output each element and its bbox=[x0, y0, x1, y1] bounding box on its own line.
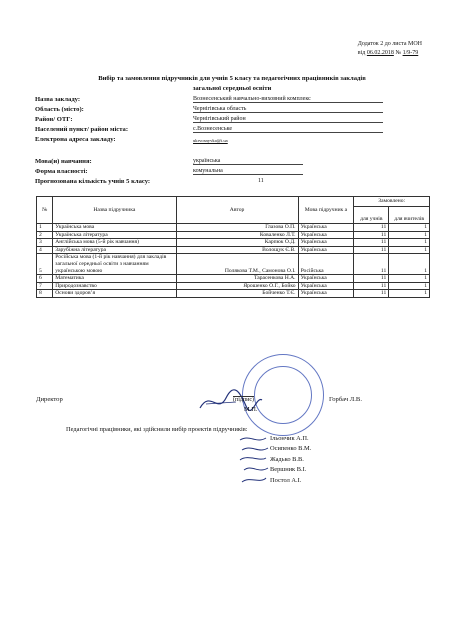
field-label-ownership: Форма власності: bbox=[35, 168, 88, 175]
cell-title: Українська література bbox=[53, 231, 176, 239]
table-row bbox=[37, 275, 430, 283]
director-label: Директор bbox=[36, 396, 63, 403]
field-value-students-count: 11 bbox=[258, 178, 264, 184]
table-row bbox=[37, 246, 430, 254]
title-line1: Вибір та замовлення підручників для учнів 5 класу та педагогічних працівників закладів bbox=[98, 75, 366, 82]
cell-language: Українська bbox=[298, 239, 354, 247]
cell-teachers: 1 bbox=[389, 246, 430, 254]
cell-num: 3 bbox=[37, 239, 53, 247]
field-label-school: Назва закладу: bbox=[35, 96, 81, 103]
teachers-intro: Педагогічні працівники, які здійснили вибір проектів підручників: bbox=[66, 426, 248, 433]
cell-title: Зарубіжна література bbox=[53, 246, 176, 254]
appendix-reference bbox=[358, 40, 422, 58]
cell-title: Російська мова (1-й рік навчання) для закладів загальної середньої освіти з навчанням українською мовою bbox=[53, 254, 176, 275]
cell-num: 4 bbox=[37, 246, 53, 254]
cell-num: 2 bbox=[37, 231, 53, 239]
cell-author: Карпюк О.Д. bbox=[176, 239, 298, 247]
cell-teachers: 1 bbox=[389, 239, 430, 247]
teacher-name: Вершник В.І. bbox=[270, 466, 307, 474]
appendix-line1: Додаток 2 до листа МОН bbox=[357, 41, 422, 47]
cell-num: 7 bbox=[37, 282, 53, 290]
title-line2: загальної середньої освіти bbox=[192, 85, 272, 92]
cell-author: Бойченко Т.Є. bbox=[176, 290, 298, 298]
table-row bbox=[37, 231, 430, 239]
cell-author: Волощук Є.В. bbox=[176, 246, 298, 254]
textbook-order-table bbox=[36, 196, 430, 298]
field-value-district: Чернігівський район bbox=[193, 116, 383, 123]
cell-num: 8 bbox=[37, 290, 53, 298]
cell-students: 11 bbox=[354, 231, 389, 239]
teacher-name: Ільончик А.П. bbox=[270, 435, 309, 442]
appendix-prefix: від bbox=[357, 50, 366, 56]
cell-language: Українська bbox=[298, 275, 354, 283]
cell-students: 11 bbox=[354, 246, 389, 254]
cell-students: 11 bbox=[354, 254, 389, 275]
cell-title: Українська мова bbox=[53, 224, 176, 232]
cell-students: 11 bbox=[354, 224, 389, 232]
cell-teachers: 1 bbox=[389, 275, 430, 283]
cell-author: Коваленко Л.Т. bbox=[176, 231, 298, 239]
cell-teachers: 1 bbox=[389, 231, 430, 239]
cell-author: Ярошенко О.Г., Бойко bbox=[176, 282, 298, 290]
table-row bbox=[37, 282, 430, 290]
cell-language: Російська bbox=[298, 254, 354, 275]
col-header-author: Автор bbox=[176, 197, 298, 224]
teacher-signatures-scribble bbox=[236, 432, 272, 488]
field-value-ownership: комунальна bbox=[193, 168, 303, 175]
table-row bbox=[37, 290, 430, 298]
field-value-locality: с.Вознесенське bbox=[193, 126, 383, 133]
cell-author: Полякова Т.М., Самонова О.І. bbox=[176, 254, 298, 275]
col-header-ordered: Замовлено: bbox=[354, 197, 430, 207]
field-label-region: Область (місто): bbox=[35, 106, 84, 113]
teacher-name: Жадько В.В. bbox=[270, 455, 304, 463]
teachers-list bbox=[270, 434, 311, 486]
cell-language: Українська bbox=[298, 290, 354, 298]
cell-num: 1 bbox=[37, 224, 53, 232]
field-value-email: ukrvosnyvka@i.ua bbox=[193, 138, 228, 143]
appendix-date: 06.02.2018 bbox=[366, 50, 394, 56]
cell-language: Українська bbox=[298, 282, 354, 290]
cell-author: Глазова О.П. bbox=[176, 224, 298, 232]
stamp-mark-mp: М.П. bbox=[244, 406, 258, 413]
appendix-no-label: № bbox=[395, 50, 402, 56]
col-header-language: Мова підручник а bbox=[298, 197, 354, 224]
table-row bbox=[37, 224, 430, 232]
col-header-teachers: для вчителів bbox=[389, 207, 430, 224]
appendix-line2 bbox=[358, 49, 422, 58]
cell-students: 11 bbox=[354, 290, 389, 298]
sign-caption: (підпис) bbox=[233, 397, 255, 403]
field-value-region: Чернігівська область bbox=[193, 106, 383, 113]
field-label-email: Електрона адреса закладу: bbox=[35, 136, 116, 143]
field-label-language: Мова(и) навчання: bbox=[35, 158, 92, 165]
cell-students: 11 bbox=[354, 239, 389, 247]
field-label-students-count: Прогнозована кількість учнів 5 класу: bbox=[35, 178, 151, 185]
cell-title: Математика bbox=[53, 275, 176, 283]
cell-teachers: 1 bbox=[389, 254, 430, 275]
cell-title: Англійська мова (5-й рік навчання) bbox=[53, 239, 176, 247]
cell-students: 11 bbox=[354, 275, 389, 283]
cell-author: Тарасенкова Н.А. bbox=[176, 275, 298, 283]
field-value-language: українська bbox=[193, 158, 303, 165]
teacher-name: Осипенко В.М. bbox=[270, 445, 312, 453]
field-label-district: Район/ ОТГ: bbox=[35, 116, 73, 123]
cell-title: Природознавство bbox=[53, 282, 176, 290]
cell-teachers: 1 bbox=[389, 282, 430, 290]
col-header-students: для учнів bbox=[354, 207, 389, 224]
cell-language: Українська bbox=[298, 224, 354, 232]
col-header-title: Назва підручника bbox=[53, 197, 176, 224]
cell-language: Українська bbox=[298, 246, 354, 254]
cell-teachers: 1 bbox=[389, 224, 430, 232]
col-header-num: № bbox=[37, 197, 53, 224]
field-label-locality: Населений пункт/ район міста: bbox=[35, 126, 129, 133]
field-value-school: Вознесенський навчально-виховний комплекс bbox=[193, 96, 383, 103]
teacher-name: Постол А.І. bbox=[270, 476, 302, 484]
cell-num: 6 bbox=[37, 275, 53, 283]
table-row bbox=[37, 239, 430, 247]
cell-teachers: 1 bbox=[389, 290, 430, 298]
cell-title: Основи здоров’я bbox=[53, 290, 176, 298]
cell-language: Українська bbox=[298, 231, 354, 239]
director-name: Горбач Л.В. bbox=[329, 396, 362, 403]
document-title bbox=[34, 74, 430, 94]
cell-students: 11 bbox=[354, 282, 389, 290]
table-row bbox=[37, 254, 430, 275]
appendix-number: 1/9-79 bbox=[402, 50, 419, 56]
cell-num: 5 bbox=[37, 254, 53, 275]
